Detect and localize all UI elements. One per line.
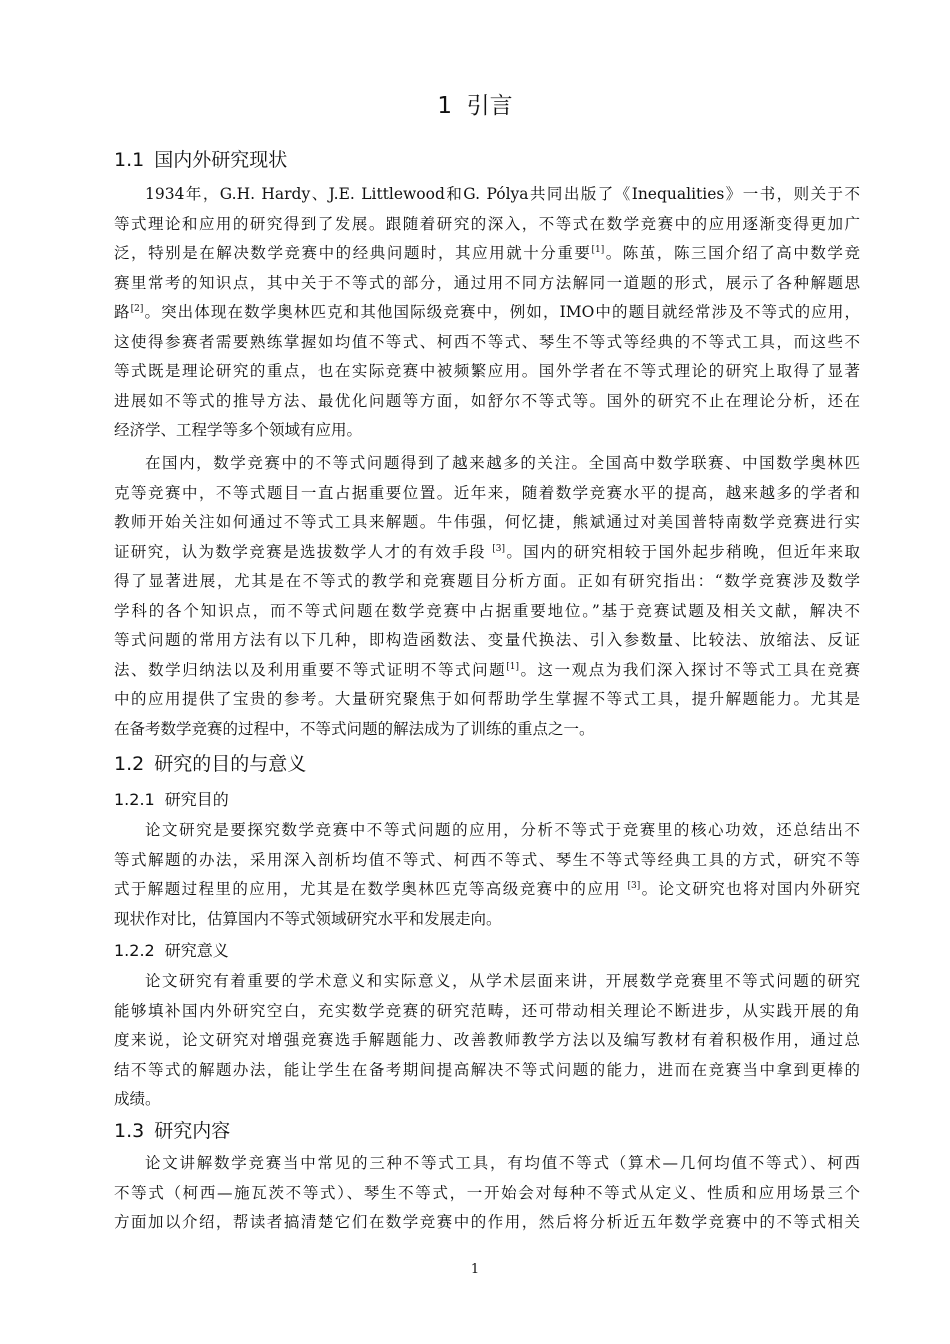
citation-ref: [3]: [627, 880, 641, 891]
text-line: 赛里常考的知识点，其中关于不等式的部分，通过用不同方法解同一道题的形式，展示了各种解题思: [114, 273, 860, 292]
text-run: 证研究，认为数学竞赛是选拔数学人才的有效手段: [114, 542, 493, 561]
text-line: 现状作对比，估算国内不等式领域研究水平和发展走向。: [114, 909, 502, 928]
text-line: 在备考数学竞赛的过程中，不等式问题的解法成为了训练的重点之一。: [114, 719, 595, 738]
text-line: 等式理论和应用的研究得到了发展。跟随着研究的深入，不等式在数学竞赛中的应用逐渐变得更加广: [114, 214, 860, 233]
section-title: 研究的目的与意义: [154, 753, 307, 775]
paragraph-research-status-abroad: [114, 180, 860, 446]
text-line: 等式问题的常用方法有以下几种，即构造函数法、变量代换法、引入参数量、比较法、放缩法、反证: [114, 631, 860, 649]
chapter-title: [0, 88, 950, 124]
text-line: 结不等式的解题办法，能让学生在备考期间提高解决不等式问题的能力，进而在竞赛当中拿到更棒的: [114, 1060, 860, 1079]
paragraph-research-purpose: [114, 816, 860, 934]
text-line: 经济学、工程学等多个领域有应用。: [114, 421, 363, 439]
text-line: 得了显著进展，尤其是在不等式的教学和竞赛题目分析方面。正如有研究指出：“数学竞赛涉及数学: [114, 572, 860, 590]
text-line: 等式既是理论研究的重点，也在实际竞赛中被频繁应用。国外学者在不等式理论的研究上取得了显著: [114, 362, 860, 380]
chapter-number: 1: [437, 93, 452, 119]
paragraph-research-content: [114, 1149, 860, 1238]
text-run: 。论文研究也将对国内外研究: [640, 880, 860, 898]
text-line: 度来说，论文研究对增强竞赛选手解题能力、改善教师教学方法以及编写教材有着积极作用，通过总: [114, 1031, 860, 1049]
text-line: 在国内，数学竞赛中的不等式问题得到了越来越多的关注。全国高中数学联赛、中国数学奥林匹: [145, 454, 860, 472]
subsection-heading-1-2-1: [114, 788, 229, 812]
subsection-number: 1.2.1: [114, 790, 155, 809]
text-line: 学科的各个知识点，而不等式问题在数学竞赛中占据重要地位。”基于竞赛试题及相关文献，解决不: [114, 601, 860, 620]
subsection-number: 1.2.2: [114, 941, 155, 960]
subsection-title: 研究意义: [164, 941, 229, 960]
paragraph-research-significance: [114, 967, 860, 1115]
section-heading-1-2: [114, 750, 306, 778]
text-line: 中的应用提供了宝贵的参考。大量研究聚焦于如何帮助学生掌握不等式工具，提升解题能力。尤其是: [114, 690, 860, 708]
citation-ref: [1]: [591, 244, 605, 255]
text-run: 。陈茧，陈三国介绍了高中数学竞: [604, 244, 860, 262]
citation-ref: [2]: [130, 303, 144, 314]
text-line: 成绩。: [114, 1090, 161, 1108]
text-line: 克等竞赛中，不等式题目一直占据重要位置。近年来，随着数学竞赛水平的提高，越来越多的学者和: [114, 483, 860, 502]
section-heading-1-3: [114, 1117, 230, 1145]
text-run: 。突出体现在数学奥林匹克和其他国际级竞赛中，例如，IMO中的题目就经常涉及不等式的应用，: [143, 303, 860, 321]
text-run: 。国内的研究相较于国外起步稍晚，但近年来取: [504, 542, 860, 561]
section-title: 国内外研究现状: [154, 149, 288, 171]
text-line: 论文讲解数学竞赛当中常见的三种不等式工具，有均值不等式（算术—几何均值不等式）、柯西: [145, 1154, 860, 1172]
section-number: 1.3: [114, 1120, 145, 1142]
section-number: 1.2: [114, 753, 145, 775]
section-heading-1-1: [114, 146, 287, 174]
text-line: [114, 875, 860, 905]
paragraph-research-status-domestic: [114, 449, 860, 744]
subsection-title: 研究目的: [164, 790, 229, 809]
text-line: 方面加以介绍，帮读者搞清楚它们在数学竞赛中的作用，然后将分析近五年数学竞赛中的不等式相关: [114, 1213, 860, 1231]
citation-ref: [1]: [506, 661, 519, 672]
section-number: 1.1: [114, 149, 145, 171]
text-run: 泛，特别是在解决数学竞赛中的经典问题时，其应用就十分重要: [114, 244, 592, 262]
text-run: 式于解题过程里的应用，尤其是在数学奥林匹克等高级竞赛中的应用: [114, 880, 628, 898]
text-line: [114, 656, 860, 686]
text-line: 1934年，G.H. Hardy、J.E. Littlewood和G. Pólya共同出版了《Inequalities》一书，则关于不: [145, 185, 860, 203]
page-number: 1: [470, 1262, 480, 1277]
text-line: 论文研究有着重要的学术意义和实际意义，从学术层面来讲，开展数学竞赛里不等式问题的研究: [145, 972, 860, 990]
text-line: 等式解题的办法，采用深入剖析均值不等式、柯西不等式、琴生不等式等经典工具的方式，研究不等: [114, 850, 860, 869]
chapter-title-text: 引言: [466, 93, 513, 119]
section-title: 研究内容: [154, 1120, 231, 1142]
text-line: 不等式（柯西—施瓦茨不等式）、琴生不等式，一开始会对每种不等式从定义、性质和应用场景三个: [114, 1183, 860, 1202]
text-run: 。这一观点为我们深入探讨不等式工具在竞赛: [518, 660, 860, 679]
subsection-heading-1-2-2: [114, 939, 229, 963]
text-line: [114, 298, 860, 328]
text-line: 这使得参赛者需要熟练掌握如均值不等式、柯西不等式、琴生不等式等经典的不等式工具，而这些不: [114, 332, 860, 351]
citation-ref: [3]: [492, 543, 505, 554]
text-line: 能够填补国内外研究空白，充实数学竞赛的研究范畴，还可带动相关理论不断进步，从实践开展的角: [114, 1001, 860, 1020]
text-line: [114, 239, 860, 269]
text-line: 进展如不等式的推导方法、最优化问题等方面，如舒尔不等式等。国外的研究不止在理论分析，还在: [114, 391, 860, 410]
text-line: 教师开始关注如何通过不等式工具来解题。牛伟强，何忆捷，熊斌通过对美国普特南数学竞赛进行实: [114, 513, 860, 531]
text-line: 论文研究是要探究数学竞赛中不等式问题的应用，分析不等式于竞赛里的核心功效，还总结出不: [145, 821, 860, 839]
text-run: 法、数学归纳法以及利用重要不等式证明不等式问题: [114, 660, 507, 679]
text-line: [114, 538, 860, 568]
text-run: 路: [114, 303, 131, 321]
